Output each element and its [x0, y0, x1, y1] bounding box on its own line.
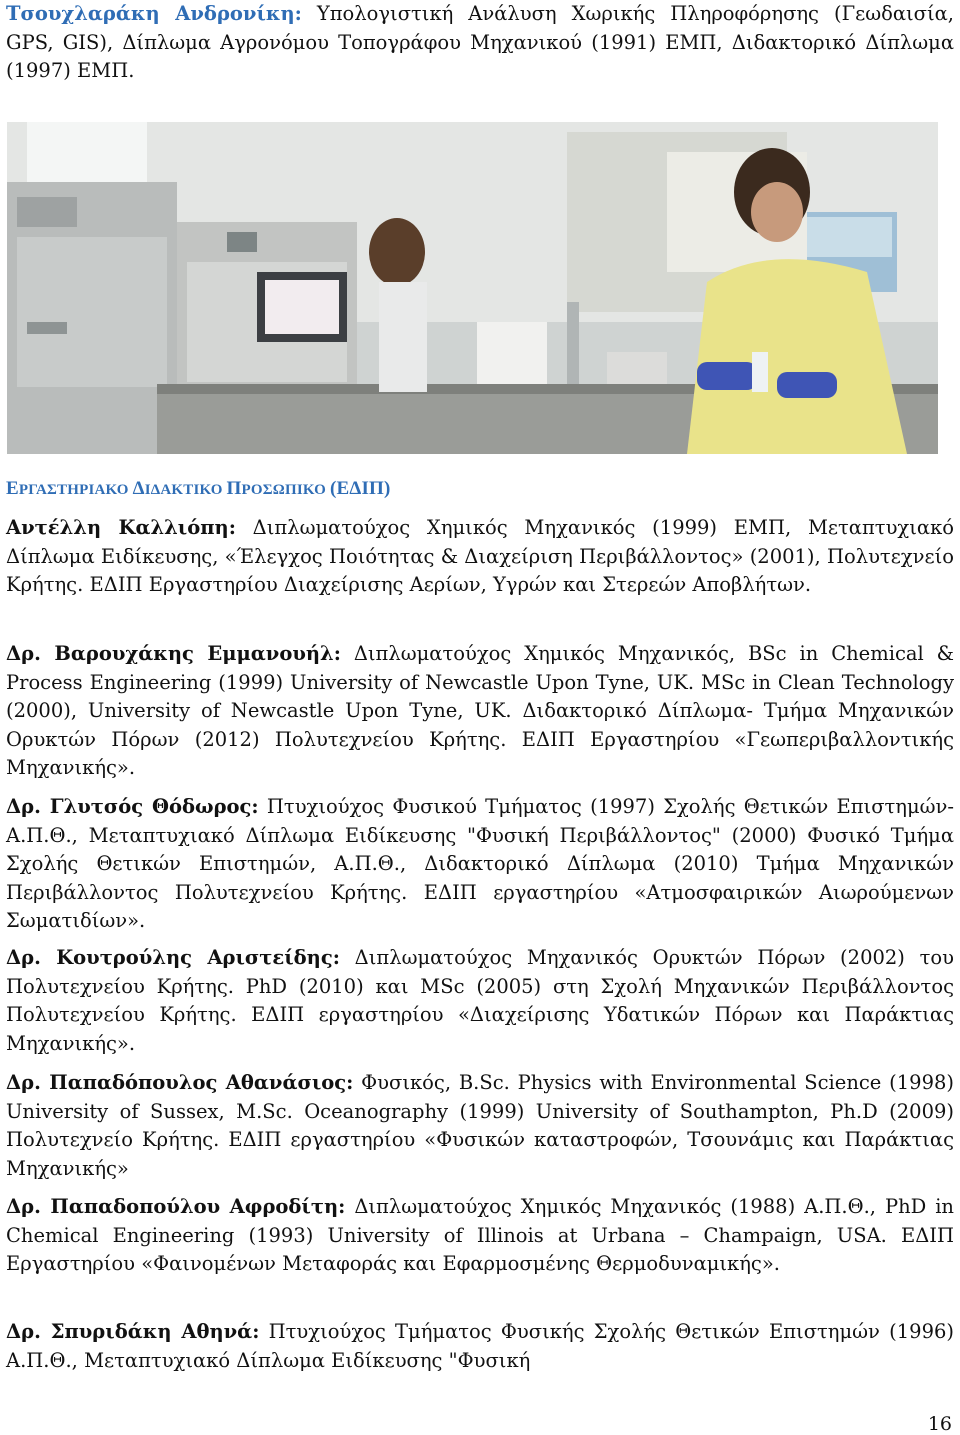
person-bio: Φυσικός, B.Sc. Physics with Environmental Science (1998) University of Sussex, M.Sc. Oceanography (1999) University of Southampton, Ph.D (2009) Πολυτεχνείο Κρήτης. ΕΔΙΠ εργαστηρίου «Φυσικών καταστροφών, Τσουνάμις και Παράκτιας Μηχανικής»: [6, 1071, 955, 1180]
staff-entry: [6, 640, 954, 783]
person-name: Δρ. Σπυριδάκη Αθηνά:: [6, 1320, 260, 1343]
person-bio: Διπλωματούχος Χημικός Μηχανικός (1988) Α.Π.Θ., PhD in Chemical Engineering (1993) University of Illinois at Urbana – Champaign, USA. ΕΔΙΠ Εργαστηρίου «Φαινομένων Μεταφοράς και Εφαρμοσμένης Θερμοδυναμικής».: [6, 1195, 954, 1275]
person-bio: Διπλωματούχος Χημικός Μηχανικός, BSc in Chemical & Process Engineering (1999) University of Newcastle Upon Tyne, UK. MSc in Clean Technology (2000), University of Newcastle Upon Tyne, UK. Διδακτορικό Δίπλωμα- Τμήμα Μηχανικών Ορυκτών Πόρων (2012) Πολυτεχνείου Κρήτης. ΕΔΙΠ Εργαστηρίου «Γεωπεριβαλλοντικής Μηχανικής».: [6, 642, 955, 779]
person-bio: Πτυχιούχος Τμήματος Φυσικής Σχολής Θετικών Επιστημών (1996) Α.Π.Θ., Μεταπτυχιακό Δίπλωμα Ειδίκευσης "Φυσική: [6, 1320, 954, 1372]
staff-entry: [6, 1193, 954, 1279]
person-name: Δρ. Κουτρούλης Αριστείδης:: [6, 946, 340, 969]
person-name: Δρ. Παπαδοπούλου Αφροδίτη:: [6, 1195, 346, 1218]
staff-entry: [6, 1069, 954, 1183]
staff-entry: [6, 793, 954, 936]
section-heading: ΕΡΓΑΣΤΗΡΙΑΚΟ ΔΙΔΑΚΤΙΚΟ ΠΡΟΣΩΠΙΚΟ (ΕΔΙΠ): [6, 478, 391, 499]
intro-paragraph: [6, 0, 954, 86]
person-name: Δρ. Βαρουχάκης Εμμανουήλ:: [6, 642, 341, 665]
person-name: Τσουχλαράκη Ανδρονίκη:: [6, 2, 302, 25]
person-name: Αντέλλη Καλλιόπη:: [6, 516, 236, 539]
person-bio: Πτυχιούχος Φυσικού Τμήματος (1997) Σχολής Θετικών Επιστημών-Α.Π.Θ., Μεταπτυχιακό Δίπλωμα Ειδίκευσης "Φυσική Περιβάλλοντος" (2000) Φυσικό Τμήμα Σχολής Θετικών Επιστημών, Α.Π.Θ., Διδακτορικό Δίπλωμα (2010) Τμήμα Μηχανικών Περιβάλλοντος Πολυτεχνείου Κρήτης. ΕΔΙΠ εργαστηρίου «Ατμοσφαιρικών Αιωρούμενων Σωματιδίων».: [6, 795, 954, 932]
staff-entry: [6, 514, 954, 600]
person-bio: Υπολογιστική Ανάλυση Χωρικής Πληροφόρησης (Γεωδαισία, GPS, GIS), Δίπλωμα Αγρονόμου Τοπογράφου Μηχανικού (1991) ΕΜΠ, Διδακτορικό Δίπλωμα (1997) ΕΜΠ.: [6, 2, 954, 82]
person-bio: Διπλωματούχος Χημικός Μηχανικός (1999) ΕΜΠ, Μεταπτυχιακό Δίπλωμα Ειδίκευσης, «Έλεγχος Ποιότητας & Διαχείριση Περιβάλλοντος» (2001), Πολυτεχνείο Κρήτης. ΕΔΙΠ Εργαστηρίου Διαχείρισης Αερίων, Υγρών και Στερεών Αποβλήτων.: [6, 516, 954, 596]
person-bio: Διπλωματούχος Μηχανικός Ορυκτών Πόρων (2002) του Πολυτεχνείου Κρήτης. PhD (2010) και MSc (2005) στη Σχολή Μηχανικών Περιβάλλοντος Πολυτεχνείου Κρήτης. ΕΔΙΠ εργαστηρίου «Διαχείρισης Υδατικών Πόρων και Παράκτιας Μηχανικής».: [6, 946, 955, 1055]
person-name: Δρ. Παπαδόπουλος Αθανάσιος:: [6, 1071, 354, 1094]
person-name: Δρ. Γλυτσός Θόδωρος:: [6, 795, 259, 818]
staff-entry: [6, 1318, 954, 1375]
page-number: 16: [927, 1413, 952, 1435]
staff-entry: [6, 944, 954, 1058]
lab-photo: [7, 122, 938, 454]
